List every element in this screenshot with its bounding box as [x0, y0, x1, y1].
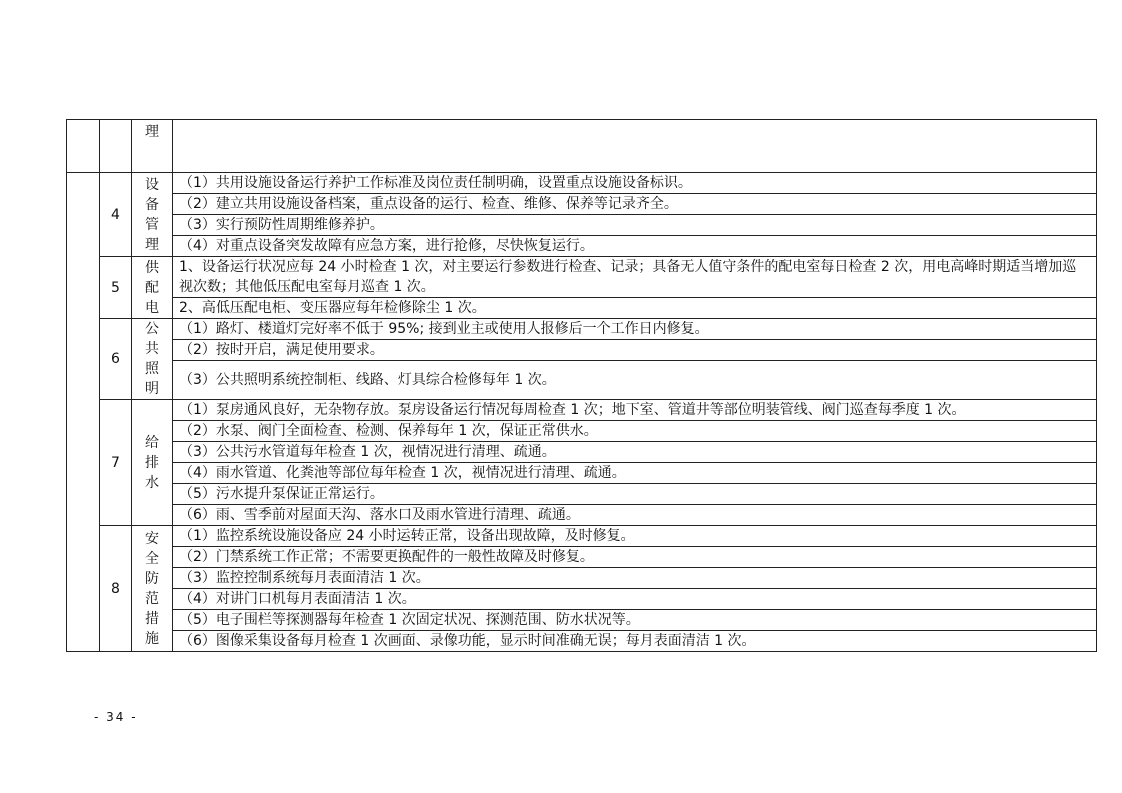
number-cell — [100, 120, 132, 173]
content-cell: （2）建立共用设施设备档案，重点设备的运行、检查、维修、保养等记录齐全。 — [173, 194, 1097, 215]
table-row — [67, 526, 1097, 547]
table-row — [67, 236, 1097, 257]
content-cell: （6）雨、雪季前对屋面天沟、落水口及雨水管进行清理、疏通。 — [173, 505, 1097, 526]
table-row — [67, 547, 1097, 568]
content-cell: 1、设备运行状况应每 24 小时检查 1 次，对主要运行参数进行检查、记录；具备无人值守条件的配电室每日检查 2 次，用电高峰时期适当增加巡视次数；其他低压配电室每月巡查 1 次。 — [173, 257, 1097, 298]
content-cell: （4）雨水管道、化粪池等部位每年检查 1 次，视情况进行清理、疏通。 — [173, 463, 1097, 484]
content-cell: （3）公共污水管道每年检查 1 次，视情况进行清理、疏通。 — [173, 442, 1097, 463]
content-cell: 2、高低压配电柜、变压器应每年检修除尘 1 次。 — [173, 298, 1097, 319]
content-cell: （1）泵房通风良好，无杂物存放。泵房设备运行情况每周检查 1 次；地下室、管道井等部位明装管线、阀门巡查每季度 1 次。 — [173, 400, 1097, 421]
category-cell — [132, 120, 173, 173]
content-cell: （5）电子围栏等探测器每年检查 1 次固定状况、探测范围、防水状况等。 — [173, 610, 1097, 631]
content-cell — [173, 120, 1097, 173]
table-row — [67, 505, 1097, 526]
section-category: 供 配 电 — [132, 257, 173, 319]
section-number: 8 — [100, 526, 132, 652]
table-row — [67, 442, 1097, 463]
content-cell: （3）公共照明系统控制柜、线路、灯具综合检修每年 1 次。 — [173, 361, 1097, 400]
table-row — [67, 194, 1097, 215]
section-number: 5 — [100, 257, 132, 319]
content-cell: （6）图像采集设备每月检查 1 次画面、录像功能，显示时间准确无误；每月表面清洁 1 次。 — [173, 631, 1097, 652]
table-row — [67, 463, 1097, 484]
content-cell: （3）实行预防性周期维修养护。 — [173, 215, 1097, 236]
section-number: 7 — [100, 400, 132, 526]
section-number: 4 — [100, 173, 132, 257]
table-row — [67, 257, 1097, 298]
table-row — [67, 631, 1097, 652]
content-cell: （2）门禁系统工作正常；不需要更换配件的一般性故障及时修复。 — [173, 547, 1097, 568]
section-category: 设 备 管 理 — [132, 173, 173, 257]
category-char: 理 — [145, 124, 159, 140]
content-cell: （2）水泵、阀门全面检查、检测、保养每年 1 次，保证正常供水。 — [173, 421, 1097, 442]
content-cell: （3）监控控制系统每月表面清洁 1 次。 — [173, 568, 1097, 589]
content-cell: （1）共用设施设备运行养护工作标准及岗位责任制明确，设置重点设施设备标识。 — [173, 173, 1097, 194]
table-row — [67, 589, 1097, 610]
outer-column-cell — [67, 120, 100, 173]
page-number: - 34 - — [94, 710, 138, 724]
table-row — [67, 215, 1097, 236]
table-row — [67, 421, 1097, 442]
section-number: 6 — [100, 319, 132, 400]
section-category: 给 排 水 — [132, 400, 173, 526]
table-row — [67, 319, 1097, 340]
table-row — [67, 173, 1097, 194]
table-row — [67, 340, 1097, 361]
table-row — [67, 120, 1097, 173]
content-cell: （5）污水提升泵保证正常运行。 — [173, 484, 1097, 505]
section-category: 公 共 照 明 — [132, 319, 173, 400]
table-row — [67, 568, 1097, 589]
content-cell: （2）按时开启，满足使用要求。 — [173, 340, 1097, 361]
content-cell: （4）对重点设备突发故障有应急方案，进行抢修，尽快恢复运行。 — [173, 236, 1097, 257]
table-row — [67, 610, 1097, 631]
table-row — [67, 484, 1097, 505]
content-cell: （1）监控系统设施设备应 24 小时运转正常，设备出现故障，及时修复。 — [173, 526, 1097, 547]
section-category: 安 全 防 范 措 施 — [132, 526, 173, 652]
table-row — [67, 400, 1097, 421]
content-cell: （4）对讲门口机每月表面清洁 1 次。 — [173, 589, 1097, 610]
table-row — [67, 298, 1097, 319]
table-row — [67, 361, 1097, 400]
content-cell: （1）路灯、楼道灯完好率不低于 95%; 接到业主或使用人报修后一个工作日内修复。 — [173, 319, 1097, 340]
outer-column-cell — [67, 173, 100, 652]
maintenance-standards-table — [66, 119, 1097, 652]
